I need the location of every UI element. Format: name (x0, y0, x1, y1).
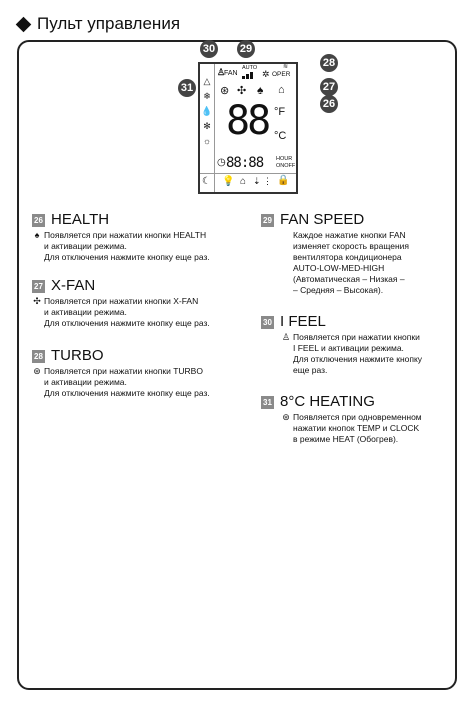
light-bulb-icon: 💡 (222, 176, 235, 187)
section-title: 8°C HEATING (280, 393, 375, 410)
diamond-bullet-icon (16, 16, 32, 32)
section-title: TURBO (51, 347, 104, 364)
sleep-moon-icon: ☾ (202, 176, 211, 187)
section-title: X-FAN (51, 277, 96, 294)
desc-line: Для отключения нажмите кнопку еще раз. (44, 388, 210, 398)
desc-line: (Автоматическая – Низкая – (293, 274, 405, 284)
section-health (32, 212, 247, 263)
section-number: 26 (32, 214, 45, 227)
fan-label: FAN (224, 70, 238, 77)
desc-line: Появляется при нажатии кнопки TURBO (44, 366, 203, 376)
dry-mode-icon: 💧 (201, 106, 213, 116)
fan-speed-bars-icon (242, 72, 253, 79)
lcd-bottom-row (200, 173, 296, 192)
callout-29: 29 (237, 40, 255, 58)
desc-line: и активации режима. (44, 307, 127, 317)
section-number: 28 (32, 350, 45, 363)
turbo-icon: ⊛ (33, 366, 41, 376)
celsius-unit: °C (274, 130, 287, 142)
desc-line: Для отключения нажмите кнопку (293, 354, 423, 364)
auto-label: AUTO (242, 65, 258, 71)
section-8c-heating (261, 394, 451, 445)
callout-27: 27 (320, 78, 338, 96)
page-heading (14, 14, 180, 34)
section-title: I FEEL (280, 313, 326, 330)
swing-icon: ⋮ (263, 176, 272, 186)
section-title: HEALTH (51, 211, 110, 228)
oper-fan-icon: ✲ (262, 69, 270, 79)
section-number: 27 (32, 280, 45, 293)
desc-line: Для отключения нажмите кнопку еще раз. (44, 252, 210, 262)
desc-line: Появляется при одновременном (293, 412, 422, 422)
fahrenheit-unit: °F (274, 106, 286, 118)
section-number: 29 (261, 214, 274, 227)
oper-label: OPER (272, 71, 291, 78)
onoff-label: ONOFF (276, 163, 296, 169)
ifeel-house-icon: ⌂ (240, 176, 247, 187)
clock-icon: ◷ (217, 157, 226, 168)
heat-mode-icon: ☼ (202, 136, 212, 146)
desc-line: еще раз. (293, 365, 328, 375)
page-title: Пульт управления (37, 14, 181, 33)
section-number: 31 (261, 396, 274, 409)
timer-digits: 88:88 (226, 155, 264, 171)
remote-lcd-display (198, 62, 298, 194)
section-fan-speed (261, 212, 451, 296)
callout-31: 31 (178, 79, 196, 97)
desc-line: AUTO-LOW-MED-HIGH (293, 263, 385, 273)
desc-line: и активации режима. (44, 377, 127, 387)
person-icon: ♙ (217, 67, 226, 77)
desc-line: нажатии кнопок TEMP и CLOCK (293, 423, 420, 433)
section-turbo (32, 348, 247, 399)
health-tree-icon: ♠ (34, 230, 40, 240)
home-icon: ⌂ (278, 84, 285, 96)
xfan-icon: ✣ (237, 85, 247, 97)
desc-line: Каждое нажатие кнопки FAN (293, 230, 406, 240)
desc-line: Появляется при нажатии кнопки (293, 332, 420, 342)
turbo-icon: ⊛ (220, 85, 230, 97)
section-number: 30 (261, 316, 274, 329)
callout-26: 26 (320, 95, 338, 113)
desc-line: Появляется при нажатии кнопки HEALTH (44, 230, 207, 240)
desc-line: Появляется при нажатии кнопки X-FAN (44, 296, 199, 306)
signal-icon: ≋ (283, 64, 289, 70)
lock-icon: 🔒 (277, 175, 290, 186)
desc-line: вентилятора кондиционера (293, 252, 402, 262)
hour-label: HOUR (276, 156, 293, 162)
desc-line: I FEEL и активации режима. (293, 343, 404, 353)
fan-mode-icon: ✻ (203, 121, 211, 131)
section-xfan (32, 278, 247, 329)
desc-line: изменяет скорость вращения (293, 241, 410, 251)
desc-line: и активации режима. (44, 241, 127, 251)
auto-mode-icon: △ (203, 76, 211, 86)
desc-line: Для отключения нажмите кнопку еще раз. (44, 318, 210, 328)
heating-8c-icon: ⊛ (282, 412, 290, 422)
temperature-digits: 88 (226, 98, 269, 144)
section-title: FAN SPEED (280, 211, 365, 228)
desc-line: в режиме HEAT (Обогрев). (293, 434, 399, 444)
thermometer-icon: ⇣ (253, 176, 261, 186)
callout-30: 30 (200, 40, 218, 58)
cool-mode-icon: ❄ (203, 91, 211, 101)
xfan-icon: ✣ (33, 296, 41, 306)
desc-line: – Средняя – Высокая). (293, 285, 384, 295)
callout-28: 28 (320, 54, 338, 72)
health-tree-icon: ♠ (257, 83, 264, 97)
section-ifeel (261, 314, 451, 376)
ifeel-person-icon: ♙ (281, 332, 291, 342)
